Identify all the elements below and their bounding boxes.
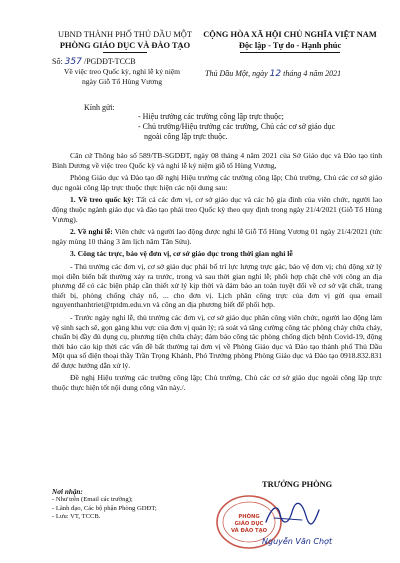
distribution-list (52, 488, 202, 521)
signer-name: Nguyễn Văn Chợt (262, 537, 333, 546)
distribution-line: - Lãnh đạo, Các bộ phận Phòng GDĐT; (52, 504, 157, 512)
svg-text:VÀ ĐÀO TẠO: VÀ ĐÀO TẠO (230, 528, 268, 534)
handwritten-signature-icon (262, 500, 322, 530)
closing-paragraph: Đề nghị Hiệu trưởng các trường công lập; Chủ trường, Chủ các cơ sở giáo dục ngoài công lập trực thuộc thực hiện tốt nội dung công văn này./. (52, 373, 382, 393)
section-3-title: 3. Công tác trực, bảo vệ đơn vị, cơ sở giáo dục trong thời gian nghỉ lễ (70, 249, 293, 259)
date-place: Thủ Dầu Một, ngày (205, 69, 268, 78)
section-text: Viên chức và người lao động được nghỉ lễ Giỗ Tổ Hùng Vương 01 ngày 21/4/2021 (tức ngày mùng 10 tháng 3 âm lịch năm Tân Sửu). (52, 227, 382, 246)
document-subject (52, 67, 192, 86)
subject-line-2: ngày Giỗ Tổ Hùng Vương (82, 76, 162, 86)
section-1 (52, 195, 382, 224)
section-title: 1. Về treo quốc kỳ: (70, 195, 134, 205)
org-underline (103, 52, 147, 53)
signer-title: TRƯỞNG PHÒNG (262, 480, 333, 489)
date-rest: tháng 4 năm 2021 (283, 69, 342, 78)
recipient-line: - Chủ trường/Hiệu trưởng các trường, Chủ các cơ sở giáo dục (138, 122, 336, 131)
ref-number-handwritten: 357 (64, 57, 82, 67)
recipient-line: ngoài công lập trực thuộc. (144, 132, 228, 141)
recipient-list (138, 112, 378, 142)
document-body (52, 151, 382, 396)
date-day-handwritten: 12 (269, 69, 282, 79)
document-number (52, 57, 136, 67)
subject-line-1: Về việc treo Quốc kỳ, nghỉ lễ kỷ niệm (63, 67, 181, 76)
section-title: 2. Về nghỉ lễ: (70, 227, 113, 237)
svg-text:GIÁO DỤC: GIÁO DỤC (234, 521, 264, 527)
org-line-1: UBND THÀNH PHỐ THỦ DẦU MỘT (58, 30, 192, 39)
section-text: Tất cả các đơn vị, cơ sở giáo dục và các hộ gia đình của viên chức, người lao động thuộc ngành giáo dục và đào tạo phải treo Quốc kỳ theo quy định trong ngày 21/4/2021 (Giỗ Tổ Hùng Vương). (52, 195, 382, 224)
nation-line-2: Độc lập - Tự do - Hạnh phúc (238, 40, 342, 50)
body-paragraph: Phòng Giáo dục và Đào tạo đề nghị Hiệu trưởng các trường công lập; Chủ trường, Chủ các cơ sở giáo dục ngoài công lập trực thuộc thực hiện các nội dung sau: (52, 173, 382, 192)
distribution-line: - Lưu: VT, TCCB. (52, 512, 101, 520)
svg-text:PHÒNG: PHÒNG (238, 514, 260, 520)
distribution-heading: Nơi nhận: (52, 488, 83, 496)
body-paragraph: Căn cứ Thông báo số 589/TB-SGDĐT, ngày 08 tháng 4 năm 2021 của Sở Giáo dục và Đào tạo tỉnh Bình Dương về việc treo Quốc kỳ và nghỉ lễ kỷ niệm giỗ tổ Hùng Vương, (52, 151, 382, 170)
recipient-line: - Hiệu trưởng các trường công lập trực thuộc; (138, 112, 284, 121)
body-paragraph: - Thủ trưởng các đơn vị, cơ sở giáo dục phải bố trí lực lượng trực gác, bảo vệ đơn vị; chủ động xử lý mọi diễn biến bất thường xảy ra trước, trong và sau thời gian nghỉ lễ; phối hợp chặt chẽ với công an địa phương để có các biện pháp cần thiết xử lý kịp thời và đảm bảo an toàn tuyệt đối về cơ sở vật chất, trang thiết bị, phòng chống cháy nổ, ... cho đơn vị. Lịch phân công trực của đơn vị gửi qua email nguyenthanhtriet@tptdm.edu.vn và công an địa phương biết để phối hợp. (52, 261, 382, 310)
document-date (205, 69, 341, 79)
ref-suffix: /PGDĐT-TCCB (83, 57, 136, 66)
body-paragraph: - Trước ngày nghỉ lễ, thủ trưởng các đơn vị, cơ sở giáo dục phân công viên chức, người lao động làm vệ sinh sạch sẽ, gọn gàng khu vực của đơn vị quản lý; rà soát và tăng cường công tác phòng cháy chữa cháy, chuẩn bị đầy đủ dụng cụ, phương tiện chữa cháy; đảm bảo công tác phòng chống dịch bệnh Covid-19, động thời báo cáo kịp thời các vấn đề bất thường tại đơn vị về Phòng Giáo dục và Đào tạo thành phố Thủ Dầu Một qua số điện thoại thầy Trần Trọng Khánh, Phó Trưởng phòng Phòng Giáo dục và Đào tạo 0918.832.831 để được hướng dẫn xử lý. (52, 312, 382, 370)
ref-prefix: Số: (52, 57, 63, 66)
section-2 (52, 227, 382, 246)
national-title (195, 30, 385, 53)
org-line-2: PHÒNG GIÁO DỤC VÀ ĐÀO TẠO (59, 40, 191, 50)
distribution-line: - Như trên (Email các trường); (52, 496, 133, 504)
issuing-organization (50, 30, 200, 53)
salutation-label: Kính gửi: (84, 103, 115, 112)
nation-underline (240, 52, 340, 53)
nation-line-1: CỘNG HÒA XÃ HỘI CHỦ NGHĨA VIỆT NAM (203, 30, 377, 39)
